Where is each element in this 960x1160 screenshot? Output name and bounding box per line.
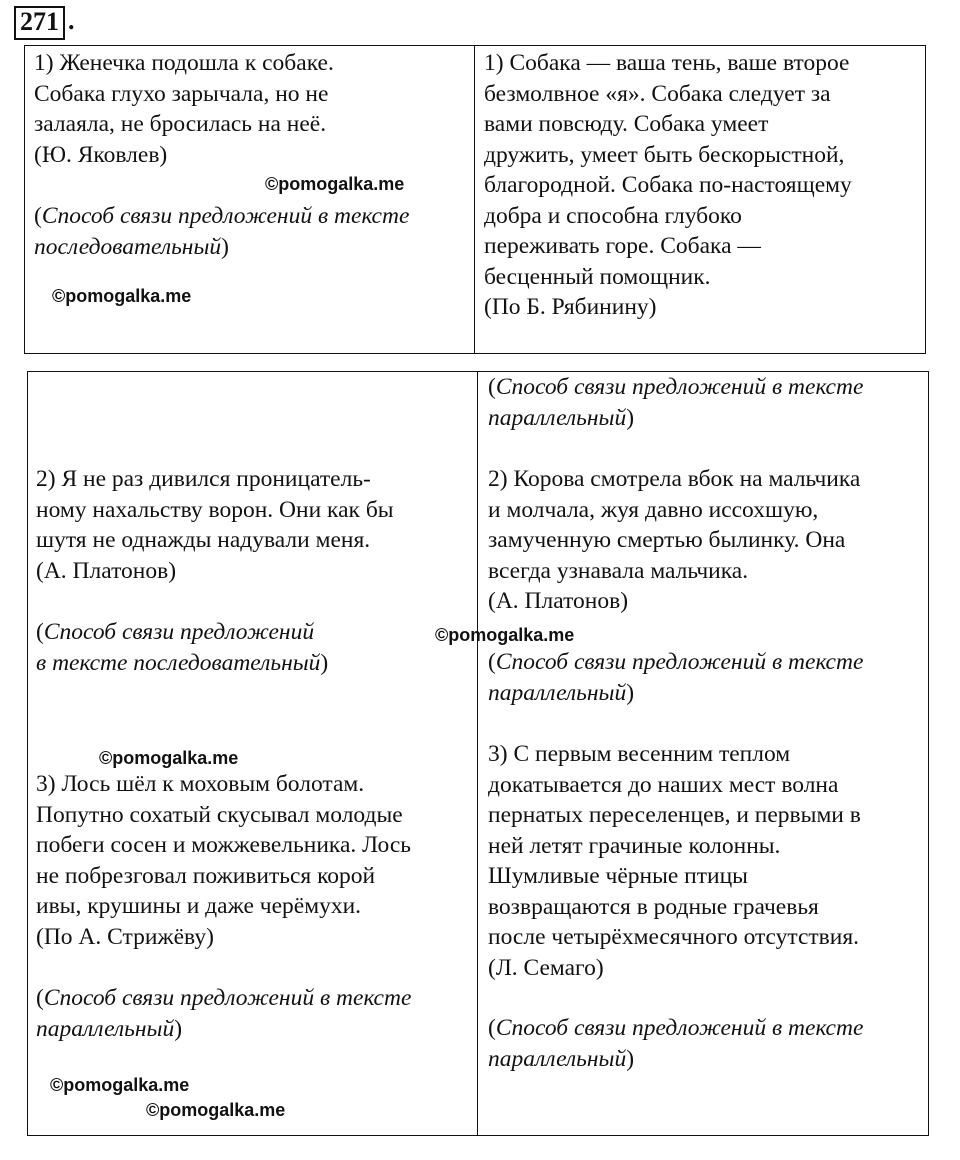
note-open-paren: (	[34, 203, 42, 229]
note-italic-text: Способ связи предложений в тексте последовательный	[36, 619, 321, 676]
note-open-paren: (	[36, 985, 44, 1011]
text-block-2: 1) Собака — ваша тень, ваше второе безмолвное «я». Собака следует за вами повсюду. Собака умеет дружить, умеет быть бескорыстной, благородной. Собака по-настоящему добра и способна глубоко переживать горе. Собака — бесценный помощник. (По Б. Рябинину)	[484, 50, 852, 320]
bottom-table-divider	[477, 372, 478, 1135]
watermark: ©pomogalka.me	[265, 174, 405, 194]
text-block-5: 3) Лось шёл к моховым болотам. Попутно сохатый скусывал молодые побеги сосен и можжевельника. Лось не побрезговал поживиться корой ивы, крушины и даже черёмухи. (По А. Стрижёву)	[36, 771, 412, 950]
exercise-number-dot: .	[68, 6, 75, 35]
connection-note-6	[488, 1013, 863, 1074]
note-open-paren: (	[488, 374, 496, 400]
connection-note-1	[34, 201, 409, 262]
note-close-paren: )	[320, 649, 329, 676]
note-italic-text: Способ связи предложений в тексте параллельный	[488, 1015, 864, 1072]
note-close-paren: )	[221, 233, 229, 260]
note-open-paren: (	[488, 1015, 496, 1041]
watermark: ©pomogalka.me	[52, 286, 192, 306]
note-open-paren: (	[36, 619, 44, 645]
text-block-1: 1) Женечка подошла к собаке. Собака глухо зарычала, но не залаяла, не бросилась на неё. (Ю. Яковлев)	[34, 50, 334, 168]
watermark: ©pomogalka.me	[50, 1075, 190, 1095]
note-italic-text: Способ связи предложений в тексте последовательный	[34, 203, 410, 260]
note-italic-text: Способ связи предложений в тексте параллельный	[488, 374, 864, 431]
note-close-paren: )	[174, 1015, 183, 1042]
watermark: ©pomogalka.me	[99, 748, 239, 768]
connection-note-2	[488, 372, 863, 433]
exercise-number: 271	[14, 6, 65, 40]
text-block-4: 2) Корова смотрела вбок на мальчика и молчала, жуя давно иссохшую, замученную смертью былинку. Она всегда узнавала мальчика. (А. Платонов)	[488, 466, 861, 614]
top-table-divider	[474, 46, 475, 353]
connection-note-4	[488, 647, 863, 708]
note-open-paren: (	[488, 649, 496, 675]
note-italic-text: Способ связи предложений в тексте параллельный	[36, 985, 412, 1042]
watermark: ©pomogalka.me	[435, 625, 575, 645]
note-italic-text: Способ связи предложений в тексте параллельный	[488, 649, 864, 706]
note-close-paren: )	[626, 1045, 635, 1072]
note-close-paren: )	[626, 404, 635, 431]
text-block-3: 2) Я не раз дивился проницатель- ному нахальству ворон. Они как бы шутя не однажды надували меня. (А. Платонов)	[36, 466, 394, 584]
connection-note-5	[36, 983, 411, 1044]
note-close-paren: )	[626, 679, 635, 706]
connection-note-3	[36, 617, 328, 678]
text-block-6: 3) С первым весенним теплом докатывается до наших мест волна пернатых переселенцев, и первыми в ней летят грачиные колонны. Шумливые чёрные птицы возвращаются в родные грачевья после четырёхмесячного отсутствия. (Л. Семаго)	[488, 741, 861, 981]
watermark: ©pomogalka.me	[146, 1100, 286, 1120]
